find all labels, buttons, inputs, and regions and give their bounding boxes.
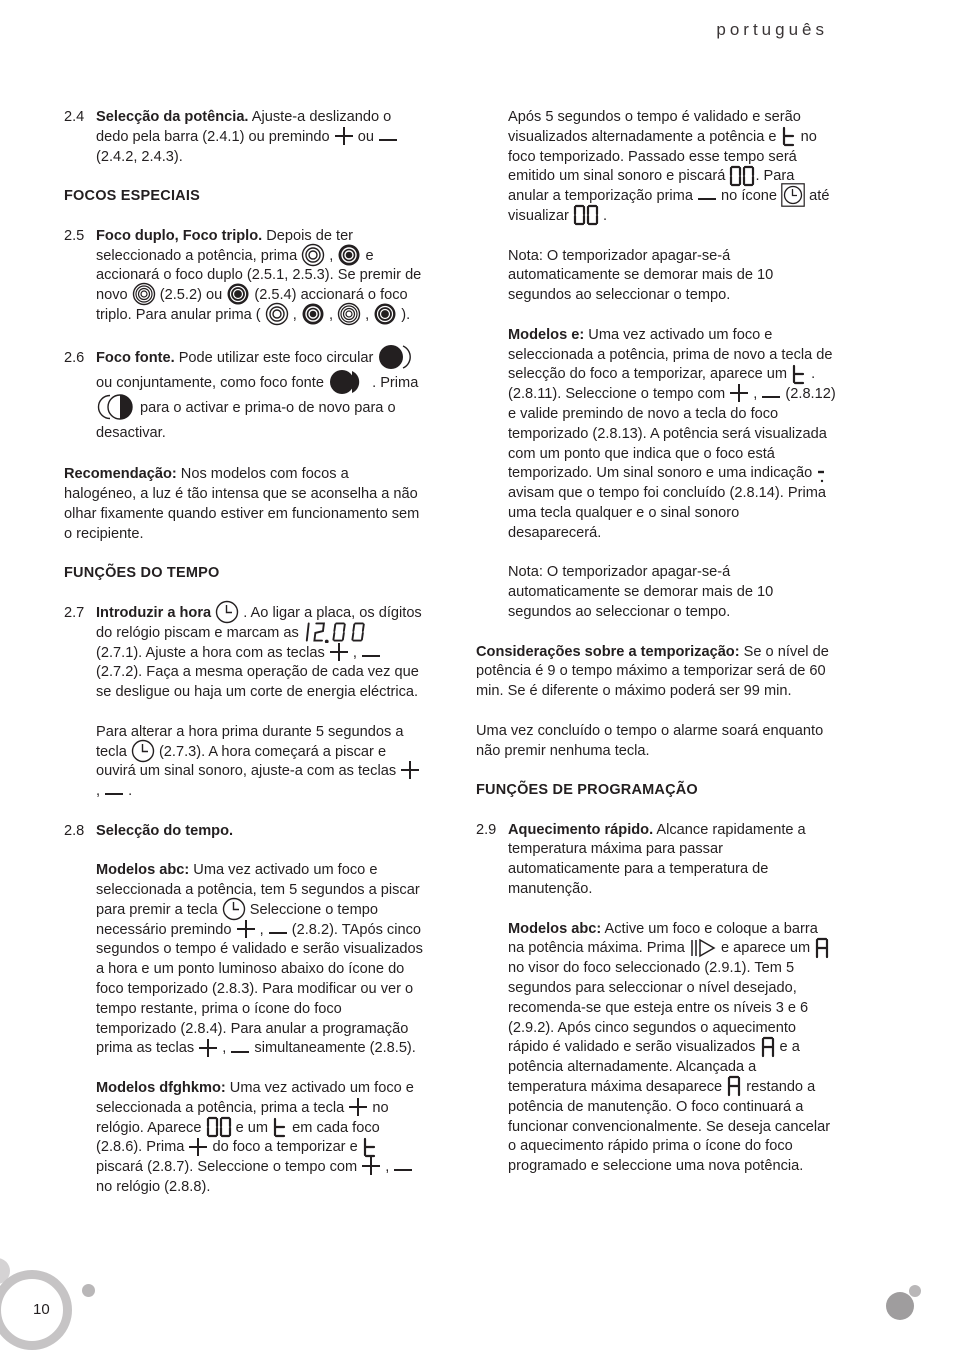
section-text: no relógio. Aparece [96,1099,389,1136]
models-title: Modelos abc: [96,862,190,879]
section-text: restando a potência de manutenção. O foco continuará a funcionar convencionalmente. Se deseja cancelar o aquecimento rápido prima o ícone do foco programado e seleccione uma nova potência. [508,1079,831,1175]
considerations-title: Considerações sobre a temporização: [476,643,740,660]
section-text: Uma vez activado um foco e seleccionada a potência, tem 5 segundos a piscar para premir a tecla [96,862,420,918]
section-text: (2.8.2). TApós cinco segundos o tempo é validado e serão visualizados a hora e um ponto luminoso abaixo do ícone do foco temporizado (2.8.3). Para modificar ou ver o tempo restante, prima o ícone do foco temporizado (2.8.4). Para anular a programação prima as teclas [96,921,423,1057]
recommendation-title: Recomendação: [64,466,177,483]
section-number: 2.9 [476,821,497,838]
section-text: , [96,783,105,800]
section-title: Selecção do tempo. [96,822,234,839]
section-text: no relógio (2.8.8). [96,1179,211,1196]
fountain-zone-single-icon [377,344,417,370]
section-text: . Ao ligar a placa, os dígitos do relógio piscam e marcam as [96,604,422,641]
plus-icon [348,1097,368,1117]
fountain-key-icon [96,394,136,420]
minus-icon [697,185,717,205]
section-2-7-change-time [64,723,424,802]
section-text: , [288,306,301,323]
models-abc-timer [64,861,424,1059]
section-text: e a potência alternadamente. Alcançada a temperatura máxima desaparece [508,1039,800,1096]
section-text: Active um foco e coloque a barra na potência máxima. Prima [508,920,818,957]
plus-icon [729,383,749,403]
language-label: português [716,20,828,39]
section-text: ). [397,306,411,323]
section-text: (2.4.2, 2.4.3). [96,148,183,165]
section-number: 2.8 [64,822,85,839]
models-title: Modelos dfghkmo: [96,1080,226,1097]
triple-zone-on-icon [373,302,397,326]
display-00-icon [206,1116,232,1138]
clock-icon [215,600,239,624]
section-2-9 [476,821,836,900]
plus-icon [236,919,256,939]
display-a-icon [814,937,830,959]
section-text: Após 5 segundos o tempo é validado e serão visualizados alternadamente a potência e [508,109,801,145]
double-zone-on-icon [337,243,361,267]
recommendation-text: Nos modelos com focos a halogéneo, a luz é tão intensa que se aconselha a não olhar fixamente quando estiver em funcionamento sem o recipiente. [64,466,420,542]
section-text: , [218,1040,231,1057]
minus-icon [104,780,124,800]
display-t-icon [272,1116,288,1138]
section-2-4 [64,108,424,167]
considerations-text: Se o nível de potência é 9 o tempo máximo a temporizar será de 60 min. Se é diferente o máximo poderá ser 99 min. [476,643,829,700]
dash-dot-icon [816,461,826,483]
section-text: para o activar e prima-o de novo para o desactivar. [96,399,396,441]
section-text: avisam que o tempo foi concluído (2.8.14). Prima uma tecla qualquer e o sinal sonoro desaparecerá. [508,485,826,541]
section-text: Uma vez activado um foco e seleccionada a potência, prima a tecla [96,1080,414,1116]
section-2-5 [64,227,424,326]
left-column [64,108,424,1218]
heading-funcoes-programacao: FUNÇÕES DE PROGRAMAÇÃO [476,782,698,799]
double-zone-on-icon [301,302,325,326]
plus-icon [198,1038,218,1058]
models-dfghkmo-timer [64,1079,424,1198]
section-text: Pode utilizar este foco circular [174,349,378,366]
models-e-timer [476,326,836,544]
models-title: Modelos abc: [508,920,602,937]
section-number: 2.7 [64,604,85,621]
section-text: e accionará o foco duplo (2.5.1, 2.5.3). Se premir de novo [96,247,422,304]
section-text: . Prima [368,374,419,391]
section-number: 2.6 [64,349,85,366]
page-number: 10 [33,1301,50,1318]
decorative-dot [909,1285,921,1297]
section-text: ou conjuntamente, como foco fonte [96,374,329,391]
section-text: Ajuste-a deslizando o dedo pela barra (2.4.1) ou premindo [96,109,392,145]
timer-alarm: Uma vez concluído o tempo o alarme soará enquanto não premir nenhuma tecla. [476,722,824,759]
plus-icon [188,1137,208,1157]
decorative-circle [886,1292,914,1320]
display-00-icon [573,204,599,226]
section-text: no foco temporizado. Passado esse tempo será emitido um sinal sonoro e piscará [508,128,817,185]
plus-icon [334,126,354,146]
display-1200-icon [303,621,379,643]
minus-icon [361,642,381,662]
section-2-8 [64,822,424,842]
section-title: Selecção da potência. [96,109,249,125]
minus-icon [761,383,781,403]
right-column [476,108,836,1197]
clock-key-icon [781,183,805,207]
section-text: (2.5.4) accionará o foco triplo. Para anular prima ( [96,287,408,323]
section-2-7 [64,604,424,703]
section-text: (2.7.2). Faça a mesma operação de cada vez que se desligue ou haja um corte de energia eléctrica. [96,664,419,701]
section-text: até visualizar [508,188,830,224]
display-a-icon [726,1075,742,1097]
section-2-6 [64,346,424,446]
double-zone-icon [301,243,325,267]
section-text: simultaneamente (2.8.5). [250,1040,416,1057]
section-text: , [348,644,361,661]
section-text: piscará (2.8.7). Seleccione o tempo com [96,1159,362,1176]
section-text: ou [353,128,379,145]
fountain-zone-both-icon [328,369,368,395]
triple-zone-icon [337,302,361,326]
section-text: no ícone [717,188,782,205]
section-title: Foco duplo, Foco triplo. [96,227,263,244]
minus-icon [378,126,398,146]
section-text: , [381,1159,394,1176]
plus-icon [361,1156,381,1176]
triple-zone-icon [132,282,156,306]
section-number: 2.5 [64,227,85,244]
section-text: , [255,921,268,938]
section-title: Aquecimento rápido. [508,821,654,838]
minus-icon [393,1156,413,1176]
section-text: , [749,386,762,403]
section-text: (2.5.2) ou [155,287,227,304]
section-text: e um [231,1119,273,1136]
section-text: (2.7.1). Ajuste a hora com as teclas [96,644,329,661]
section-text: , [324,306,338,323]
timer-considerations [476,643,836,702]
minus-icon [230,1038,250,1058]
section-text: e aparece um [716,940,815,957]
section-text: (2.7.3). A hora começará a piscar e ouvirá um sinal sonoro, ajuste-a com as teclas [96,743,401,780]
section-text: , [325,247,338,264]
section-title: Introduzir a hora [96,604,212,621]
section-text: . Para anular a temporização prima [508,168,795,205]
section-text: . [598,207,607,224]
section-number: 2.4 [64,109,85,125]
display-t-icon [791,363,807,385]
section-text: Depois de ter seleccionado a potência, prima [96,227,354,264]
section-text: em cada foco (2.8.6). Prima [96,1119,380,1156]
double-zone-icon [265,302,289,326]
models-abc-booster [476,920,836,1177]
section-text: Seleccione o tempo necessário premindo [96,901,378,938]
section-text: , [361,306,374,323]
section-text: do foco a temporizar e [208,1139,362,1156]
display-t-icon [362,1136,378,1158]
display-00-icon [729,165,755,187]
plus-icon [329,642,349,662]
note-1: Nota: O temporizador apagar-se-á automaticamente se demorar mais de 10 segundos ao seleccionar o tempo. [508,247,774,304]
plus-icon [400,760,420,780]
display-t-icon [781,125,797,147]
section-text: Uma vez activado um foco e seleccionada a potência, prima de novo a tecla de selecção do foco a temporizar, aparece um [508,326,833,383]
display-a-icon [760,1036,776,1058]
clock-icon [131,739,155,763]
heading-funcoes-tempo: FUNÇÕES DO TEMPO [64,565,220,582]
note-2: Nota: O temporizador apagar-se-á automaticamente se demorar mais de 10 segundos ao seleccionar o tempo. [508,564,774,620]
decorative-dot [82,1284,95,1297]
recommendation [64,465,424,544]
timer-validation [476,108,836,227]
section-text: . [124,783,133,800]
section-text: Para alterar a hora prima durante 5 segundos a tecla [96,723,404,760]
models-title: Modelos e: [508,326,585,343]
section-text: . (2.8.11). Seleccione o tempo com [508,366,816,403]
triple-zone-on-icon [226,282,250,306]
minus-icon [268,919,288,939]
booster-icon [689,937,717,959]
section-title: Foco fonte. [96,349,175,366]
section-text: (2.8.12) e valide premindo de novo a tecla do foco temporizado (2.8.13). A potência será visualizada com um ponto que indica que o foco está temporizado. Um sinal sonoro e uma indicação [508,386,836,482]
section-text: no visor do foco seleccionado (2.9.1). Tem 5 segundos para seleccionar o nível desejado, recomenda-se que esteja entre os níveis 3 e 6 (2.9.2). Após cinco segundos o aquecimento rápido é validado e serão visualizados [508,960,809,1056]
section-text: Alcance rapidamente a temperatura máxima para passar automaticamente para a temperatura de manutenção. [508,821,806,898]
clock-icon [222,897,246,921]
heading-focos-especiais: FOCOS ESPECIAIS [64,188,200,205]
